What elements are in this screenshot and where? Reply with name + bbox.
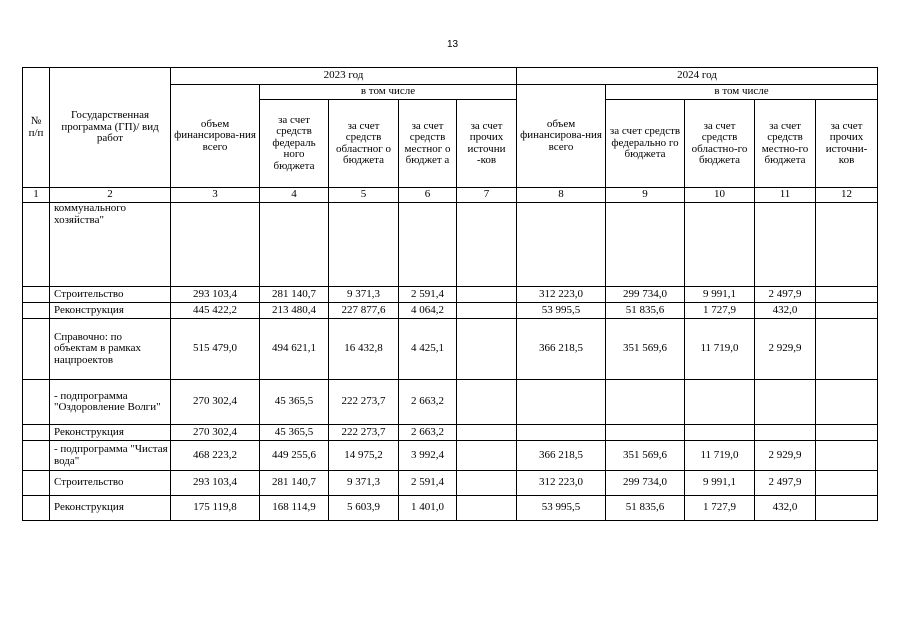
value-cell: 366 218,5 <box>517 319 606 380</box>
header-no: № п/п <box>23 68 50 188</box>
header-2024-federal: за счет средств федерально го бюджета <box>606 100 685 188</box>
value-cell: 2 497,9 <box>755 287 816 303</box>
value-cell: 9 991,1 <box>685 471 755 496</box>
header-2024-including: в том числе <box>606 85 878 100</box>
row-label-cell: Реконструкция <box>50 496 171 521</box>
value-cell: 468 223,2 <box>171 441 260 471</box>
value-cell: 293 103,4 <box>171 471 260 496</box>
header-year-2023: 2023 год <box>171 68 517 85</box>
table-row <box>23 441 878 471</box>
table-row <box>23 496 878 521</box>
value-cell: 366 218,5 <box>517 441 606 471</box>
value-cell <box>816 471 878 496</box>
value-cell: 45 365,5 <box>260 425 329 441</box>
value-cell: 2 497,9 <box>755 471 816 496</box>
row-label-cell: - подпрограмма "Оздоровление Волги" <box>50 380 171 425</box>
header-2023-total: объем финансирова-ния всего <box>171 85 260 188</box>
value-cell: 299 734,0 <box>606 471 685 496</box>
row-number-cell <box>23 319 50 380</box>
header-year-2024: 2024 год <box>517 68 878 85</box>
value-cell: 168 114,9 <box>260 496 329 521</box>
header-2023-federal: за счет средств федераль ного бюджета <box>260 100 329 188</box>
value-cell <box>457 319 517 380</box>
value-cell <box>457 441 517 471</box>
row-number-cell <box>23 425 50 441</box>
value-cell: 4 425,1 <box>399 319 457 380</box>
row-number-cell <box>23 203 50 287</box>
value-cell: 222 273,7 <box>329 380 399 425</box>
value-cell: 9 991,1 <box>685 287 755 303</box>
value-cell: 2 929,9 <box>755 441 816 471</box>
value-cell <box>457 496 517 521</box>
value-cell <box>606 425 685 441</box>
header-2023-regional: за счет средств областног о бюджета <box>329 100 399 188</box>
value-cell: 51 835,6 <box>606 496 685 521</box>
value-cell: 270 302,4 <box>171 380 260 425</box>
value-cell: 449 255,6 <box>260 441 329 471</box>
value-cell: 2 591,4 <box>399 287 457 303</box>
value-cell: 53 995,5 <box>517 303 606 319</box>
value-cell: 5 603,9 <box>329 496 399 521</box>
row-number-cell <box>23 441 50 471</box>
header-2023-including: в том числе <box>260 85 517 100</box>
value-cell <box>685 203 755 287</box>
value-cell: 11 719,0 <box>685 319 755 380</box>
value-cell: 53 995,5 <box>517 496 606 521</box>
value-cell <box>457 380 517 425</box>
value-cell: 9 371,3 <box>329 287 399 303</box>
value-cell: 293 103,4 <box>171 287 260 303</box>
value-cell: 312 223,0 <box>517 287 606 303</box>
table-row <box>23 380 878 425</box>
value-cell: 9 371,3 <box>329 471 399 496</box>
value-cell: 2 591,4 <box>399 471 457 496</box>
row-number-cell <box>23 287 50 303</box>
header-2024-local: за счет средств местно-го бюджета <box>755 100 816 188</box>
value-cell <box>816 496 878 521</box>
column-number-row <box>23 188 878 203</box>
value-cell: 281 140,7 <box>260 471 329 496</box>
table-body <box>23 203 878 521</box>
column-number: 9 <box>606 188 685 203</box>
value-cell: 312 223,0 <box>517 471 606 496</box>
value-cell: 213 480,4 <box>260 303 329 319</box>
header-2023-other: за счет прочих источни -ков <box>457 100 517 188</box>
header-2024-other: за счет прочих источни-ков <box>816 100 878 188</box>
row-label-cell: Реконструкция <box>50 303 171 319</box>
column-number: 7 <box>457 188 517 203</box>
value-cell: 11 719,0 <box>685 441 755 471</box>
column-number: 4 <box>260 188 329 203</box>
header-2024-total: объем финансирова-ния всего <box>517 85 606 188</box>
row-label-cell: - подпрограмма "Чистая вода" <box>50 441 171 471</box>
table-row <box>23 287 878 303</box>
value-cell: 270 302,4 <box>171 425 260 441</box>
value-cell: 494 621,1 <box>260 319 329 380</box>
value-cell: 432,0 <box>755 496 816 521</box>
column-number: 6 <box>399 188 457 203</box>
header-program: Государственная программа (ГП)/ вид работ <box>50 68 171 188</box>
value-cell: 351 569,6 <box>606 441 685 471</box>
row-label-cell: Строительство <box>50 471 171 496</box>
column-number: 11 <box>755 188 816 203</box>
value-cell <box>457 425 517 441</box>
row-number-cell <box>23 471 50 496</box>
column-number: 3 <box>171 188 260 203</box>
row-label-cell: Справочно: по объектам в рамках нацпроектов <box>50 319 171 380</box>
value-cell: 2 929,9 <box>755 319 816 380</box>
value-cell <box>685 425 755 441</box>
header-2024-regional: за счет средств областно-го бюджета <box>685 100 755 188</box>
value-cell <box>816 303 878 319</box>
column-number: 1 <box>23 188 50 203</box>
value-cell <box>755 425 816 441</box>
value-cell: 351 569,6 <box>606 319 685 380</box>
value-cell <box>517 380 606 425</box>
value-cell <box>816 319 878 380</box>
table-row <box>23 425 878 441</box>
value-cell <box>457 303 517 319</box>
value-cell <box>606 380 685 425</box>
column-number: 5 <box>329 188 399 203</box>
table-row <box>23 319 878 380</box>
value-cell: 299 734,0 <box>606 287 685 303</box>
value-cell <box>816 287 878 303</box>
value-cell: 1 727,9 <box>685 496 755 521</box>
page-number: 13 <box>446 39 459 50</box>
value-cell <box>329 203 399 287</box>
value-cell <box>399 203 457 287</box>
value-cell: 175 119,8 <box>171 496 260 521</box>
column-number: 2 <box>50 188 171 203</box>
value-cell <box>755 203 816 287</box>
table-row <box>23 303 878 319</box>
value-cell <box>816 380 878 425</box>
value-cell: 515 479,0 <box>171 319 260 380</box>
column-number: 8 <box>517 188 606 203</box>
budget-table <box>22 67 878 521</box>
table-row <box>23 203 878 287</box>
row-label-cell: Реконструкция <box>50 425 171 441</box>
value-cell <box>816 441 878 471</box>
value-cell <box>457 203 517 287</box>
value-cell: 222 273,7 <box>329 425 399 441</box>
value-cell <box>606 203 685 287</box>
value-cell <box>755 380 816 425</box>
row-label-cell: Строительство <box>50 287 171 303</box>
value-cell <box>517 425 606 441</box>
row-number-cell <box>23 496 50 521</box>
value-cell <box>685 380 755 425</box>
value-cell: 3 992,4 <box>399 441 457 471</box>
value-cell <box>260 203 329 287</box>
value-cell: 1 401,0 <box>399 496 457 521</box>
row-number-cell <box>23 380 50 425</box>
value-cell: 51 835,6 <box>606 303 685 319</box>
value-cell: 2 663,2 <box>399 425 457 441</box>
value-cell: 14 975,2 <box>329 441 399 471</box>
value-cell: 281 140,7 <box>260 287 329 303</box>
value-cell <box>171 203 260 287</box>
value-cell <box>517 203 606 287</box>
value-cell <box>816 203 878 287</box>
header-2023-local: за счет средств местног о бюджет а <box>399 100 457 188</box>
value-cell: 445 422,2 <box>171 303 260 319</box>
value-cell: 2 663,2 <box>399 380 457 425</box>
value-cell: 1 727,9 <box>685 303 755 319</box>
value-cell: 4 064,2 <box>399 303 457 319</box>
value-cell <box>457 471 517 496</box>
value-cell <box>816 425 878 441</box>
value-cell: 432,0 <box>755 303 816 319</box>
table-row <box>23 471 878 496</box>
column-number: 10 <box>685 188 755 203</box>
value-cell: 16 432,8 <box>329 319 399 380</box>
row-label-cell: коммунального хозяйства" <box>50 203 171 287</box>
column-number: 12 <box>816 188 878 203</box>
value-cell: 45 365,5 <box>260 380 329 425</box>
row-number-cell <box>23 303 50 319</box>
value-cell: 227 877,6 <box>329 303 399 319</box>
value-cell <box>457 287 517 303</box>
